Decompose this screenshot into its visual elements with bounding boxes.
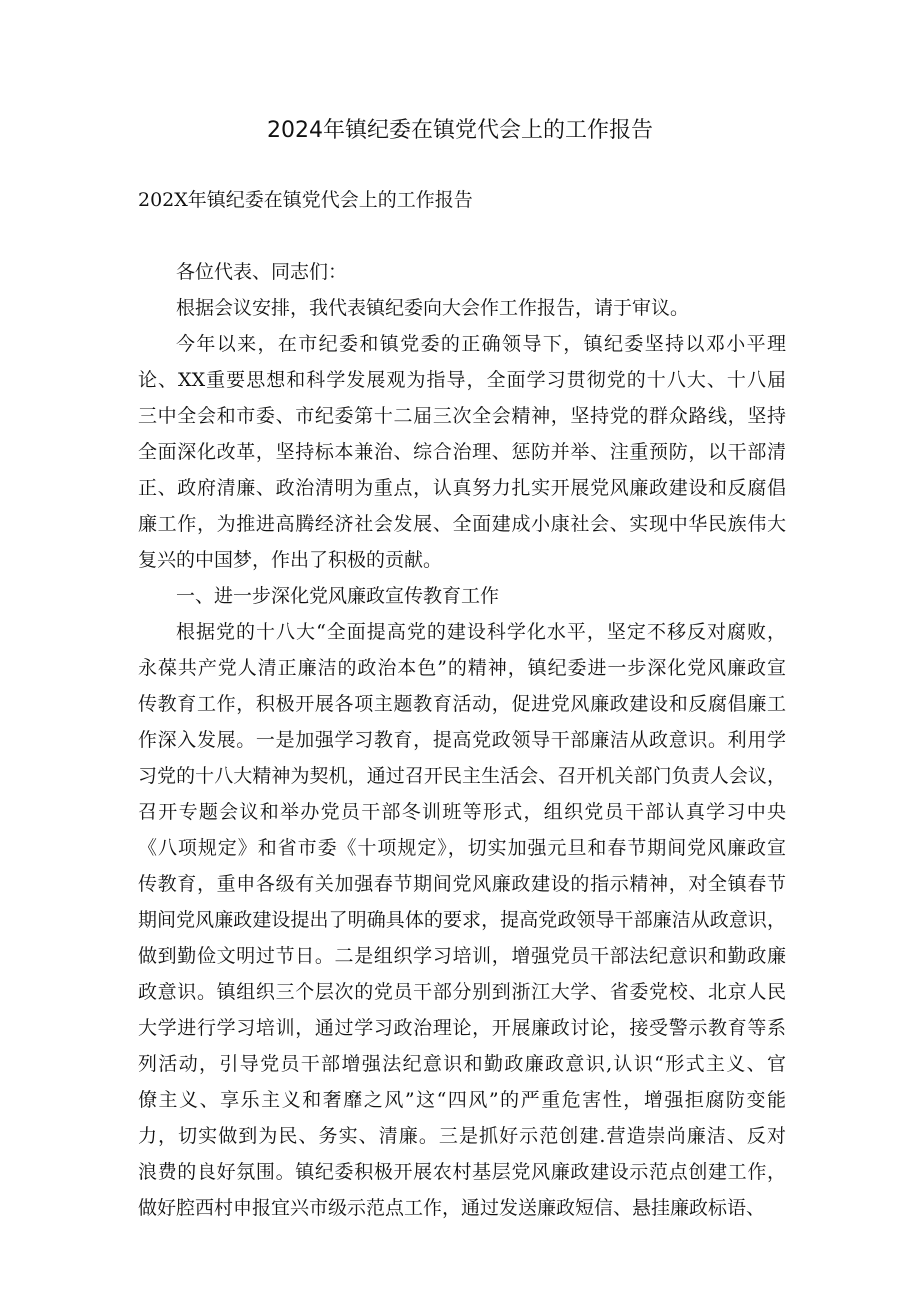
text-line: 召开专题会议和举办党员干部冬训班等形式，组织党员干部认真学习中央 — [138, 801, 786, 823]
body-paragraph — [138, 254, 786, 290]
text-line: 各位代表、同志们： — [176, 261, 348, 283]
body-paragraph — [138, 290, 786, 326]
text-line: 大学进行学习培训，通过学习政治理论，开展廉政讨论，接受警示教育等系 — [138, 1017, 786, 1039]
text-line: 三中全会和市委、市纪委第十二届三次全会精神，坚持党的群众路线，坚持 — [138, 405, 786, 427]
text-line: 期间党风廉政建设提出了明确具体的要求，提高党政领导干部廉洁从政意识， — [138, 909, 786, 931]
text-line: 《八项规定》和省市委《十项规定》，切实加强元旦和春节期间党风廉政宣 — [138, 837, 786, 859]
text-line: 根据会议安排，我代表镇纪委向大会作工作报告，请于审议。 — [176, 297, 690, 319]
text-line: 政意识。镇组织三个层次的党员干部分别到浙江大学、省委党校、北京人民 — [138, 981, 786, 1003]
text-line: 作深入发展。一是加强学习教育，提高党政领导干部廉洁从政意识。利用学 — [138, 729, 786, 751]
text-line: 做到勤俭文明过节日。二是组织学习培训，增强党员干部法纪意识和勤政廉 — [138, 945, 786, 967]
document-body — [138, 254, 786, 1226]
text-line: 传教育，重申各级有关加强春节期间党风廉政建设的指示精神，对全镇春节 — [138, 873, 786, 895]
text-line: 传教育工作，积极开展各项主题教育活动，促进党风廉政建设和反腐倡廉工 — [138, 693, 786, 715]
document-subtitle: 202X年镇纪委在镇党代会上的工作报告 — [138, 189, 473, 211]
text-line: 列活动，引导党员干部增强法纪意识和勤政廉政意识,认识“形式主义、官 — [138, 1053, 786, 1075]
text-line: 永葆共产党人清正廉洁的政治本色”的精神，镇纪委进一步深化党风廉政宣 — [138, 657, 786, 679]
text-line: 根据党的十八大“全面提高党的建设科学化水平，坚定不移反对腐败， — [176, 621, 786, 643]
text-line: 僚主义、享乐主义和奢靡之风”这“四风”的严重危害性，增强拒腐防变能 — [138, 1089, 786, 1111]
text-line: 正、政府清廉、政治清明为重点，认真努力扎实开展党风廉政建设和反腐倡 — [138, 477, 786, 499]
section-heading — [138, 578, 786, 614]
text-line: 一、进一步深化党风廉政宣传教育工作 — [176, 585, 500, 607]
body-paragraph — [138, 614, 786, 1226]
document-title: 2024年镇纪委在镇党代会上的工作报告 — [267, 118, 653, 143]
text-line: 全面深化改革，坚持标本兼治、综合治理、惩防并举、注重预防，以干部清 — [138, 441, 786, 463]
text-line: 廉工作，为推进高腾经济社会发展、全面建成小康社会、实现中华民族伟大 — [138, 513, 786, 535]
body-paragraph — [138, 326, 786, 578]
text-line: 论、XX重要思想和科学发展观为指导，全面学习贯彻党的十八大、十八届 — [138, 369, 786, 391]
text-line: 今年以来，在市纪委和镇党委的正确领导下，镇纪委坚持以邓小平理 — [176, 333, 786, 355]
text-line: 浪费的良好氛围。镇纪委积极开展农村基层党风廉政建设示范点创建工作， — [138, 1161, 786, 1183]
text-line: 力，切实做到为民、务实、清廉。三是抓好示范创建.营造崇尚廉洁、反对 — [138, 1125, 786, 1147]
text-line: 做好腔西村申报宜兴市级示范点工作，通过发送廉政短信、悬挂廉政标语、 — [138, 1197, 766, 1219]
text-line: 习党的十八大精神为契机，通过召开民主生活会、召开机关部门负责人会议， — [138, 765, 786, 787]
text-line: 复兴的中国梦，作出了积极的贡献。 — [138, 549, 443, 571]
